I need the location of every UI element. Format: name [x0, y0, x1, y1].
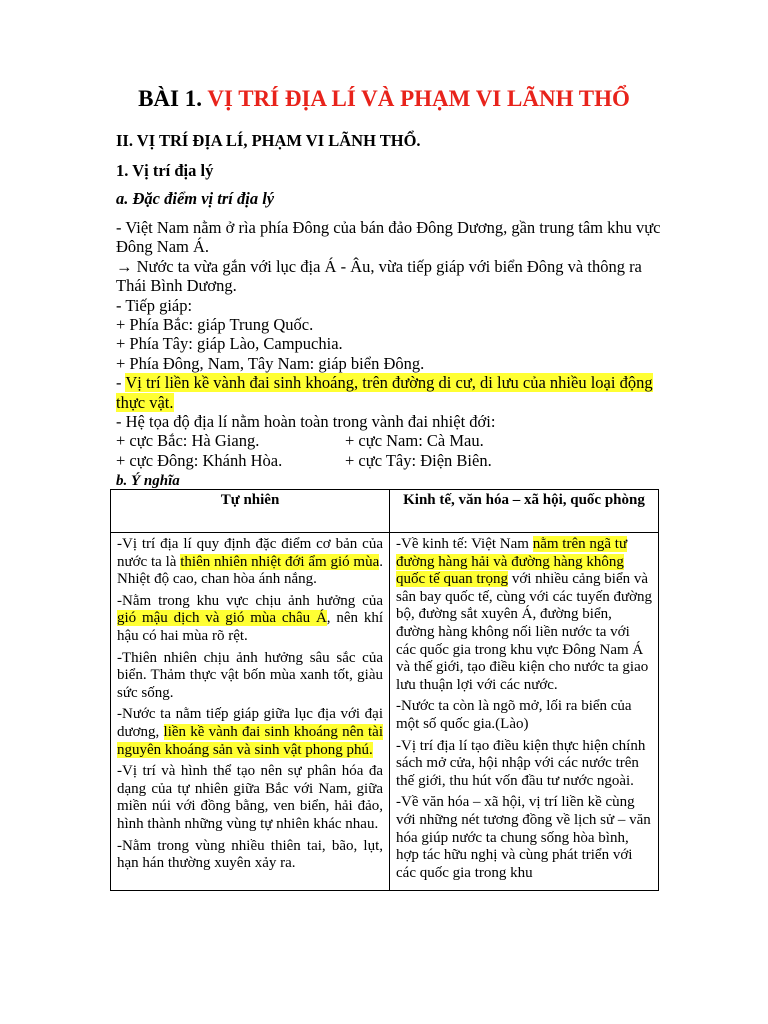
paragraph-mineral-belt [116, 373, 661, 412]
lesson-title [0, 86, 768, 112]
borders-label: - Tiếp giáp: [116, 295, 193, 315]
extreme-points-row-1 [116, 431, 661, 450]
table-header-row [111, 490, 659, 533]
extreme-points-row-2 [116, 451, 661, 470]
section-heading: II. VỊ TRÍ ĐỊA LÍ, PHẠM VI LÃNH THỔ. [116, 131, 421, 150]
list-item: -Vị trí địa lí tạo điều kiện thực hiện chính sách mở cửa, hội nhập với các nước trên thế giới, thu hút vốn đầu tư nước ngoài. [396, 737, 646, 789]
highlighted-text: Vị trí liền kề vành đai sinh khoáng, trên đường di cư, di lưu của nhiều loại động thực vật. [116, 373, 653, 412]
arrow-icon: → [116, 256, 133, 276]
paragraph-connection [116, 257, 661, 296]
border-east: + Phía Đông, Nam, Tây Nam: giáp biển Đông. [116, 353, 425, 373]
highlighted-text: thiên nhiên nhiệt đới ẩm gió mùa [180, 553, 380, 570]
table-row [111, 533, 659, 891]
text-segment: -Nước ta nằm tiếp giáp giữa lục địa với đại dương, [117, 706, 383, 740]
cell-nature [111, 533, 390, 891]
subsection-heading: 1. Vị trí địa lý [116, 161, 214, 180]
part-a-heading: a. Đặc điểm vị trí địa lý [116, 189, 275, 208]
list-item: -Nước ta còn là ngõ mở, lối ra biển của một số quốc gia.(Lào) [396, 698, 632, 732]
list-item: -Về văn hóa – xã hội, vị trí liền kề cùng với những nét tương đồng về lịch sử – văn hóa giúp nước ta chung sống hòa bình, hợp tác hữu nghị và cùng phát triển với các quốc gia trong khu [396, 794, 651, 881]
paragraph-mineral-belt-dash: - [116, 373, 126, 393]
lesson-title-main: VỊ TRÍ ĐỊA LÍ VÀ PHẠM VI LÃNH THỔ [207, 86, 630, 111]
highlighted-text: liền kề vành đai sinh khoáng nên tài nguyên khoáng sản và sinh vật phong phú. [117, 723, 383, 758]
extreme-east: + cực Đông: Khánh Hòa. [116, 450, 283, 470]
paragraph-location: - Việt Nam nằm ở rìa phía Đông của bán đảo Đông Dương, gần trung tâm khu vực Đông Nam Á. [116, 218, 661, 257]
column-header-socioeconomic: Kinh tế, văn hóa – xã hội, quốc phòng [390, 490, 659, 533]
extreme-south: + cực Nam: Cà Mau. [345, 431, 484, 451]
list-item: -Nằm trong vùng nhiều thiên tai, bão, lụt, hạn hán thường xuyên xảy ra. [117, 837, 383, 872]
text-segment: với nhiều cảng biển và sân bay quốc tế, cùng với các tuyến đường bộ, đường sắt xuyên Á, đường biển, đường hàng không nối liền nước ta với các quốc gia trong khu vực Đông Nam Á và thế giới, tạo điều kiện cho nước ta giao lưu thuận lợi với các nước. [396, 571, 653, 693]
extreme-west: + cực Tây: Điện Biên. [345, 450, 492, 470]
lesson-title-prefix: BÀI 1. [138, 86, 208, 111]
text-segment: -Vị trí địa lí quy định đặc điểm cơ bản của nước ta là [117, 536, 383, 570]
text-segment: . Nhiệt độ cao, chan hòa ánh nắng. [117, 553, 384, 588]
border-north: + Phía Bắc: giáp Trung Quốc. [116, 315, 314, 335]
significance-table [110, 489, 659, 891]
text-segment: -Nằm trong khu vực chịu ảnh hưởng của [117, 592, 383, 609]
extreme-north: + cực Bắc: Hà Giang. [116, 431, 260, 451]
highlighted-text: gió mậu dịch và gió mùa châu Á [117, 610, 327, 627]
part-b-heading: b. Ý nghĩa [116, 473, 180, 489]
border-west: + Phía Tây: giáp Lào, Campuchia. [116, 334, 343, 354]
list-item: -Vị trí và hình thể tạo nên sự phân hóa đa dạng của tự nhiên giữa Bắc với Nam, giữa miền núi với đồng bằng, ven biển, hải đảo, hình thành những vùng tự nhiên khác nhau. [117, 763, 383, 832]
text-segment: , nên khí hậu có hai mùa rõ rệt. [117, 610, 383, 644]
cell-socioeconomic [390, 533, 659, 891]
list-item [117, 593, 383, 646]
list-item [396, 536, 652, 694]
list-item [117, 706, 383, 759]
list-item: -Thiên nhiên chịu ảnh hưởng sâu sắc của biển. Thảm thực vật bốn mùa xanh tốt, giàu sức sống. [117, 649, 383, 701]
text-segment: -Về kinh tế: Việt Nam [396, 536, 533, 552]
body-text [116, 218, 661, 470]
list-item [117, 536, 383, 589]
paragraph-coordinates: - Hệ tọa độ địa lí nằm hoàn toàn trong vành đai nhiệt đới: [116, 412, 496, 432]
paragraph-connection-text: Nước ta vừa gắn với lục địa Á - Âu, vừa tiếp giáp với biển Đông và thông ra Thái Bình Dương. [116, 256, 642, 296]
column-header-nature: Tự nhiên [111, 490, 390, 533]
highlighted-text: nằm trên ngã tư đường hàng hải và đường hàng không quốc tế quan trọng [396, 536, 628, 588]
